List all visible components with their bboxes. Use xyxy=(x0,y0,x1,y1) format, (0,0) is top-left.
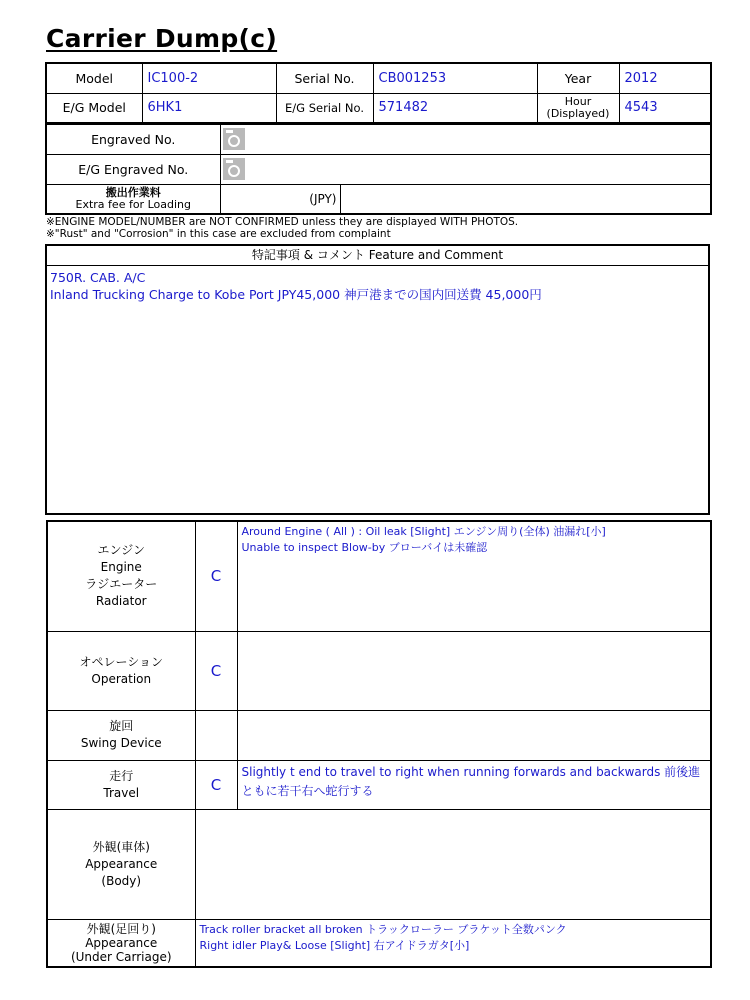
feature-section xyxy=(45,244,710,515)
category-operation xyxy=(47,631,195,710)
eg-serial-label: E/G Serial No. xyxy=(276,93,373,123)
hour-value: 4543 xyxy=(619,93,711,123)
note-rust: ※"Rust" and "Corrosion" in this case are excluded from complaint xyxy=(46,228,391,240)
inspection-row-engine xyxy=(47,521,711,631)
hour-label-line2: (Displayed) xyxy=(546,106,610,120)
category-appearance-body xyxy=(47,809,195,919)
year-value: 2012 xyxy=(619,63,711,93)
camera-icon[interactable] xyxy=(223,128,245,150)
eg-model-label: E/G Model xyxy=(46,93,142,123)
grade-travel: C xyxy=(195,760,237,809)
comment-swing xyxy=(237,710,711,760)
comment-engine xyxy=(237,521,711,631)
extra-fee-unit: (JPY) xyxy=(220,184,340,214)
camera-icon[interactable] xyxy=(223,158,245,180)
comment-line: Slightly t end to travel to right when running forwards and backwards 前後進 xyxy=(241,764,701,779)
hour-label xyxy=(537,93,619,123)
category-line: オペレーション xyxy=(79,654,164,669)
model-label: Model xyxy=(46,63,142,93)
notes xyxy=(46,216,518,240)
category-line: 外観(車体) xyxy=(92,839,150,854)
engraved-label: Engraved No. xyxy=(46,124,220,154)
inspection-table xyxy=(46,520,712,968)
category-line: (Under Carriage) xyxy=(70,949,172,964)
inspection-row-undercarriage xyxy=(47,919,711,967)
category-line: 旋回 xyxy=(109,719,134,733)
serial-value: CB001253 xyxy=(373,63,537,93)
feature-header: 特記事項 & コメント Feature and Comment xyxy=(47,246,708,266)
note-engine: ※ENGINE MODEL/NUMBER are NOT CONFIRMED unless they are displayed WITH PHOTOS. xyxy=(46,216,519,228)
engraved-photo-cell xyxy=(220,124,711,154)
category-line: Swing Device xyxy=(80,736,162,750)
feature-body xyxy=(47,266,708,306)
comment-undercarriage xyxy=(195,919,711,967)
year-label: Year xyxy=(537,63,619,93)
category-line: 走行 xyxy=(109,768,134,783)
model-value: IC100-2 xyxy=(142,63,276,93)
category-travel xyxy=(47,760,195,809)
comment-line: Track roller bracket all broken トラックローラー ブラケット全数パンク xyxy=(199,922,567,936)
hour-label-line1: Hour xyxy=(564,94,592,108)
extra-fee-label-en: Extra fee for Loading xyxy=(75,197,191,211)
extra-fee-label xyxy=(46,184,220,214)
comment-line: Around Engine ( All ) : Oil leak [Slight] エンジン周り(全体) 油漏れ[小] xyxy=(241,525,606,538)
inspection-row-operation xyxy=(47,631,711,710)
grade-engine: C xyxy=(195,521,237,631)
inspection-row-swing xyxy=(47,710,711,760)
comment-travel xyxy=(237,760,711,809)
category-line: Engine xyxy=(100,560,142,575)
category-swing xyxy=(47,710,195,760)
category-line: Radiator xyxy=(95,594,147,609)
category-engine xyxy=(47,521,195,631)
eg-engraved-photo-cell xyxy=(220,154,711,184)
feature-line: 750R. CAB. A/C xyxy=(50,270,146,285)
comment-line: Right idler Play& Loose [Slight] 右アイドラガタ[小] xyxy=(199,938,470,952)
category-line: Operation xyxy=(91,671,152,686)
extra-fee-label-jp: 搬出作業料 xyxy=(105,185,161,199)
spec-table xyxy=(45,62,712,124)
grade-swing xyxy=(195,710,237,760)
comment-appearance-body xyxy=(195,809,711,919)
engraved-table xyxy=(45,123,712,215)
page-title: Carrier Dump(c) xyxy=(46,24,278,53)
category-line: (Body) xyxy=(101,873,142,888)
category-line: 外観(足回り) xyxy=(86,921,156,936)
feature-line: Inland Trucking Charge to Kobe Port JPY45,000 神戸港までの国内回送費 45,000円 xyxy=(50,287,542,302)
category-line: Appearance xyxy=(85,935,158,950)
category-line: Travel xyxy=(103,785,140,800)
category-line: Appearance xyxy=(85,856,158,871)
extra-fee-value xyxy=(340,184,711,214)
category-line: ラジエーター xyxy=(85,577,158,592)
inspection-row-travel xyxy=(47,760,711,809)
comment-line: ともに若干右へ蛇行する xyxy=(241,783,374,798)
comment-operation xyxy=(237,631,711,710)
eg-engraved-label: E/G Engraved No. xyxy=(46,154,220,184)
category-undercarriage xyxy=(47,919,195,967)
inspection-row-appearance-body xyxy=(47,809,711,919)
category-line: エンジン xyxy=(97,543,145,558)
serial-label: Serial No. xyxy=(276,63,373,93)
grade-operation: C xyxy=(195,631,237,710)
eg-model-value: 6HK1 xyxy=(142,93,276,123)
comment-line: Unable to inspect Blow-by ブローバイは未確認 xyxy=(241,541,488,554)
eg-serial-value: 571482 xyxy=(373,93,537,123)
